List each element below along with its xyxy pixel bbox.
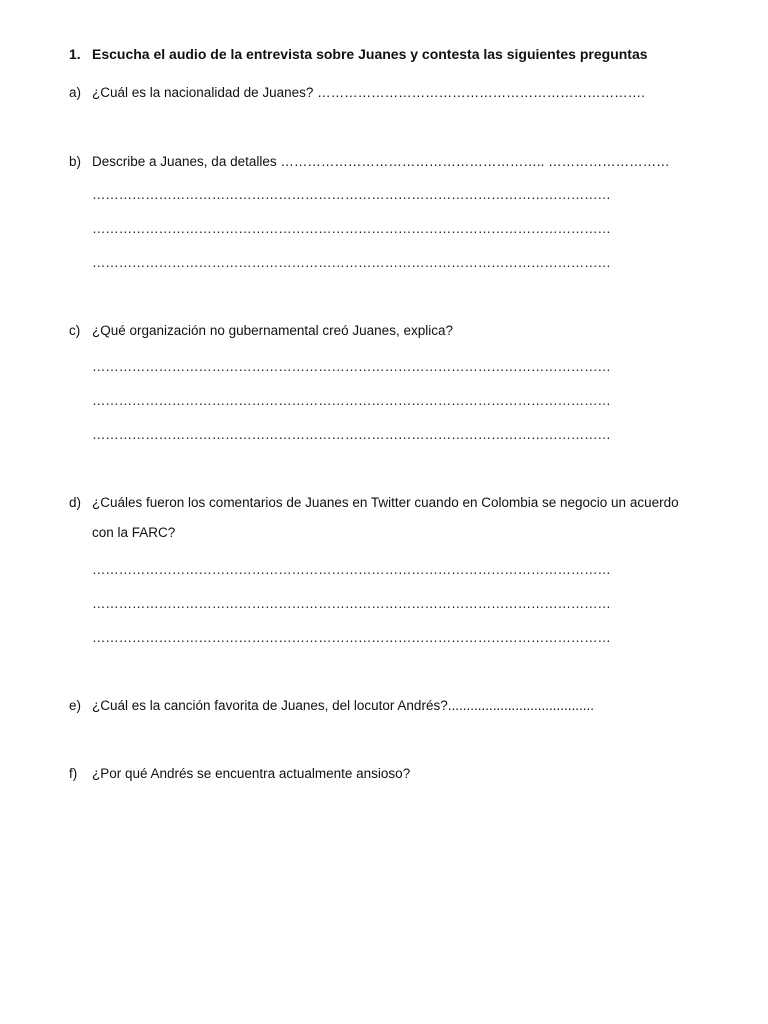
question-letter: b) xyxy=(69,154,82,169)
answer-line[interactable]: ……………………………………………………………………………………………………… xyxy=(92,596,611,611)
answer-line[interactable]: ……………………………………………………………………………………………………… xyxy=(92,187,611,202)
question-text: ¿Por qué Andrés se encuentra actualmente ansioso? xyxy=(92,766,411,781)
question-text: ¿Cuál es la canción favorita de Juanes, del locutor Andrés?....................................... xyxy=(92,698,594,713)
question-letter: f) xyxy=(69,766,78,781)
answer-line[interactable]: ……………………………………………………………………………………………………… xyxy=(92,221,611,236)
answer-line[interactable]: ……………………………………………………………………………………………………… xyxy=(92,393,611,408)
question-letter: a) xyxy=(69,85,82,100)
exercise-title: Escucha el audio de la entrevista sobre Juanes y contesta las siguientes preguntas xyxy=(92,46,648,62)
question-text: ¿Cuál es la nacionalidad de Juanes? ………………………………………………………………. xyxy=(92,85,645,100)
question-letter: e) xyxy=(69,698,82,713)
answer-line[interactable]: ……………………………………………………………………………………………………… xyxy=(92,562,611,577)
question-text: ¿Qué organización no gubernamental creó Juanes, explica? xyxy=(92,323,453,338)
question-letter: d) xyxy=(69,495,82,510)
exercise-number: 1. xyxy=(69,46,81,62)
question-text-continued: con la FARC? xyxy=(92,525,176,540)
answer-line[interactable]: ……………………………………………………………………………………………………… xyxy=(92,427,611,442)
answer-line[interactable]: ……………………………………………………………………………………………………… xyxy=(92,630,611,645)
question-text: ¿Cuáles fueron los comentarios de Juanes en Twitter cuando en Colombia se negocio un acuerdo xyxy=(92,495,679,510)
answer-line[interactable]: ……………………………………………………………………………………………………… xyxy=(92,255,611,270)
answer-line[interactable]: ……………………………………………………………………………………………………… xyxy=(92,359,611,374)
question-text: Describe a Juanes, da detalles ………………………………………………….. ……………………… xyxy=(92,154,670,169)
question-letter: c) xyxy=(69,323,81,338)
